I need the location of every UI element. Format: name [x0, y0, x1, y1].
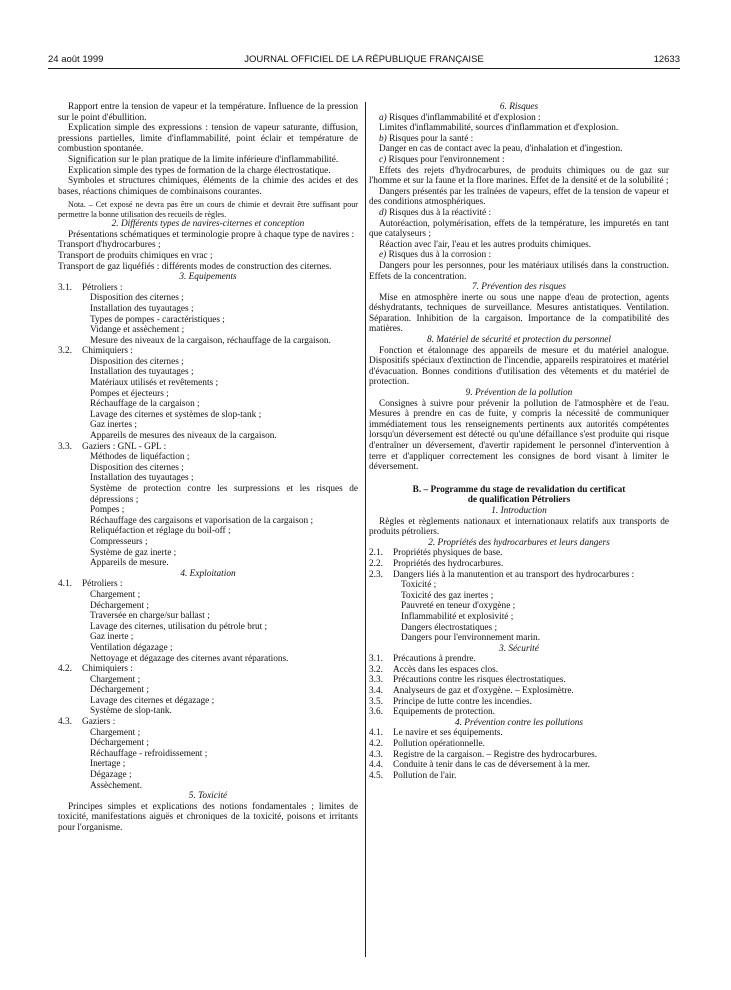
program-title-line-2: de qualification Pétroliers	[467, 495, 571, 506]
left-column	[58, 102, 358, 834]
list-item	[369, 760, 669, 771]
paragraph: Rapport entre la tension de vapeur et la température. Influence de la pression sur le point d'ébullition.	[58, 102, 358, 123]
list-item: Lavage des citernes, utilisation du pétrole brut ;	[90, 621, 268, 632]
subsection-label: Chimiquiers :	[82, 346, 133, 357]
list-item: Compresseurs ;	[90, 536, 148, 547]
header-date: 24 août 1999	[48, 54, 104, 65]
subsection	[58, 442, 358, 569]
paragraph: Danger en cas de contact avec la peau, d'inhalation et d'ingestion.	[379, 144, 623, 155]
item-text: Registre de la cargaison. – Registre des hydrocarbures.	[393, 749, 598, 760]
subsection	[58, 346, 358, 441]
risk-title: Risques dus à la réactivité :	[389, 207, 492, 218]
list-item: Lavage des citernes et systèmes de slop-tank ;	[90, 409, 262, 420]
list-item: Chargement ;	[90, 674, 141, 685]
risk-list	[369, 113, 669, 283]
header-rule	[48, 68, 680, 69]
subsection-number: 3.2.	[58, 346, 72, 357]
item-text: Equipements de protection.	[393, 707, 495, 718]
item-text: Précautions à prendre.	[393, 654, 476, 665]
list-item: Matériaux utilisés et revêtements ;	[90, 378, 219, 389]
list-item: Réchauffage des cargaisons et vaporisation de la cargaison ;	[90, 515, 314, 526]
item-number: 4.1.	[369, 728, 383, 739]
subsection-label: Gaziers : GNL - GPL :	[82, 441, 167, 452]
paragraph: Dangers pour les personnes, pour les matériaux utilisés dans la construction. Effets de la concentration.	[369, 260, 669, 282]
subsection-heading	[58, 283, 358, 294]
list-item: Ventilation dégazage ;	[90, 642, 173, 653]
item-text: Conduite à tenir dans le cas de déversement à la mer.	[393, 760, 590, 771]
paragraph: Symboles et structures chimiques, éléments de la chimie des acides et des bases, réactions chimiques de combinaisons courantes.	[58, 176, 358, 197]
list-item	[369, 654, 669, 665]
item-text: Pollution opérationnelle.	[393, 739, 485, 750]
paragraph: Consignes à suivre pour prévenir la pollution de l'atmosphère et de l'eau. Mesures à prendre en cas de fuite, y compris la nécessité de communiquer immédiatement tous les renseignements pertinents aux autorités compétentes lorsqu'un déversement est détecté ou qu'une défaillance s'est produite qui risque d'entraîner un déversement, d'avertir rapidement le personnel d'intervention à terre et d'appliquer correctement les consignes de bord visant à limiter le déversement.	[369, 398, 669, 473]
subsection-label: Chimiquiers :	[82, 664, 133, 675]
paragraph: Principes simples et explications des notions fondamentales ; limites de toxicité, manifestations aiguës et chroniques de la toxicité, poisons et irritants pour l'organisme.	[58, 801, 358, 833]
list-item: Appareils de mesures des niveaux de la cargaison.	[90, 431, 277, 442]
item-number: 3.3.	[369, 675, 383, 686]
list-item	[369, 559, 669, 570]
list-item: Pauvreté en teneur d'oxygène ;	[401, 601, 516, 612]
subsection-number: 4.2.	[58, 664, 72, 675]
list-item: Réchauffage de la cargaison ;	[90, 399, 200, 410]
risk-title: Risques pour la santé :	[389, 133, 474, 144]
item-text: Accès dans les espaces clos.	[393, 664, 499, 675]
subsection-heading	[58, 664, 358, 675]
list-item: Installation des tuyautages ;	[90, 473, 194, 484]
subsection-label: Pétroliers :	[82, 579, 123, 590]
list-item: Chargement ;	[90, 727, 141, 738]
subsection-heading	[58, 346, 358, 357]
list-item: Toxicité ;	[401, 580, 437, 591]
item-number: 3.4.	[369, 686, 383, 697]
list-item: Dangers pour l'environnement marin.	[401, 633, 541, 644]
list-item: Transport de produits chimiques en vrac ;	[58, 250, 213, 261]
subsection	[58, 717, 358, 791]
paragraph: Limites d'inflammabilité, sources d'inflammation et d'explosion.	[379, 123, 619, 134]
paragraph: Présentations schématiques et terminologie propre à chaque type de navires :	[68, 229, 355, 240]
item-number: 4.5.	[369, 770, 383, 781]
program-title: B. – Programme du stage de revalidation du certificat	[412, 484, 626, 495]
list-item	[369, 697, 669, 708]
numbered-list	[369, 654, 669, 718]
subsection-heading	[58, 717, 358, 728]
right-column	[369, 102, 669, 781]
page-header	[48, 54, 680, 68]
section-title: 2. Propriétés des hydrocarbures et leurs dangers	[428, 537, 610, 548]
subsection-number: 3.3.	[58, 441, 72, 452]
list-item	[369, 686, 669, 697]
section-title: 5. Toxicité	[188, 791, 228, 802]
list-item: Nettoyage et dégazage des citernes avant réparations.	[90, 653, 289, 664]
list-item: Installation des tuyautages ;	[90, 303, 194, 314]
list-item: Disposition des citernes ;	[90, 356, 184, 367]
section-title: 6. Risques	[499, 102, 539, 112]
paragraph: Effets des rejets d'hydrocarbures, de produits chimiques ou de gaz sur l'homme et sur la faune et la flore marines. Effet de la densité et de la solubilité ;	[369, 165, 669, 187]
list-item	[369, 665, 669, 676]
section-title: 4. Exploitation	[180, 568, 236, 579]
risk-heading	[369, 155, 669, 166]
list-item: Mesure des niveaux de la cargaison, réchauffage de la cargaison.	[90, 335, 331, 346]
list-item: Système de slop-tank.	[90, 706, 172, 717]
risk-title: Risques d'inflammabilité et d'explosion :	[389, 112, 541, 123]
list-item: Appareils de mesure.	[90, 558, 169, 569]
note: Nota. – Cet exposé ne devra pas être un cours de chimie et devrait être suffisant pour permettre la bonne utilisation des recueils de règles.	[58, 200, 358, 219]
risk-letter: d)	[379, 207, 387, 218]
list-item: Disposition des citernes ;	[90, 462, 184, 473]
risk-heading	[369, 208, 669, 219]
item-text: Principe de lutte contre les incendies.	[393, 696, 532, 707]
subsection-heading	[58, 442, 358, 453]
list-item: Dégazage ;	[90, 770, 132, 781]
subsection	[58, 579, 358, 664]
subsection-heading	[58, 579, 358, 590]
list-item: Transport d'hydrocarbures ;	[58, 240, 161, 251]
subsection	[58, 283, 358, 347]
list-item: Système de protection contre les surpressions et les risques de dépressions ;	[90, 484, 358, 505]
paragraph: Explication simple des expressions : tension de vapeur saturante, diffusion, pressions partielles, limite d'inflammabilité, point éclair et température de combustion spontanée.	[58, 123, 358, 155]
paragraph: Explication simple des types de formation de la charge électrostatique.	[68, 165, 331, 176]
list-item: Système de gaz inerte ;	[90, 547, 177, 558]
subsection-label: Pétroliers :	[82, 282, 123, 293]
section-title: 1. Introduction	[491, 505, 547, 516]
risk-heading	[369, 134, 669, 145]
risk-letter: a)	[379, 112, 387, 123]
list-item: Assèchement.	[90, 780, 142, 791]
paragraph: Dangers présentés par les traînées de vapeurs, effet de la tension de vapeur et des conditions atmosphériques.	[369, 186, 669, 208]
item-text: Dangers liés à la manutention et au transport des hydrocarbures :	[393, 569, 635, 580]
list-item: Vidange et assèchement ;	[90, 325, 185, 336]
list-item: Disposition des citernes ;	[90, 293, 184, 304]
list-item	[369, 675, 669, 686]
list-item: Gaz inertes ;	[90, 420, 137, 431]
item-text: Pollution de l'air.	[393, 770, 457, 781]
numbered-list	[369, 728, 669, 781]
item-number: 4.3.	[369, 749, 383, 760]
list-item: Lavage des citernes et dégazage ;	[90, 695, 215, 706]
list-item: Traversée en charge/sur ballast ;	[90, 611, 210, 622]
list-item: Toxicité des gaz inertes ;	[401, 590, 494, 601]
section-title: 3. Sécurité	[499, 643, 539, 654]
risk-letter: b)	[379, 133, 387, 144]
list-item: Types de pompes - caractéristiques ;	[90, 314, 225, 325]
item-text: Propriétés des hydrocarbures.	[393, 558, 504, 569]
paragraph: Signification sur le plan pratique de la limite inférieure d'inflammabilité.	[68, 154, 339, 165]
list-item: Inflammabilité et explosivité ;	[401, 611, 514, 622]
subsection-number: 4.3.	[58, 717, 72, 728]
item-number: 3.2.	[369, 664, 383, 675]
list-item: Déchargement ;	[90, 738, 149, 749]
sub-list	[369, 580, 669, 644]
list-item	[369, 771, 669, 782]
list-item: Méthodes de liquéfaction ;	[90, 452, 190, 463]
risk-letter: c)	[379, 154, 387, 165]
list-item	[369, 739, 669, 750]
list-item	[369, 548, 669, 559]
header-page-number: 12633	[653, 54, 680, 65]
risk-title: Risques dus à la corrosion :	[388, 250, 492, 261]
item-number: 4.2.	[369, 739, 383, 750]
section-title: 8. Matériel de sécurité et protection du personnel	[427, 335, 611, 346]
item-number: 2.3.	[369, 569, 383, 580]
list-item	[369, 570, 669, 581]
item-number: 4.4.	[369, 760, 383, 771]
paragraph: Mise en atmosphère inerte ou sous une nappe d'eau de protection, agents déshydratants, techniques de surveillance. Mesures antistatiques. Ventilation. Séparation. Inhibition de la cargaison. Importance de la compatibilité des matières.	[369, 292, 669, 335]
list-item: Déchargement ;	[90, 685, 149, 696]
column-divider	[365, 102, 366, 957]
item-text: Analyseurs de gaz et d'oxygène. – Explosimètre.	[393, 686, 574, 697]
section-title: 2. Différents types de navires-citernes et conception	[111, 219, 305, 230]
risk-heading	[369, 113, 669, 124]
paragraph: Fonction et étalonnage des appareils de mesure et du matériel analogue. Dispositifs spéciaux d'extinction de l'incendie, appareils respiratoires et matériel d'évacuation. Bonnes conditions d'utilisation des vêtements et du matériel de protection.	[369, 345, 669, 388]
item-text: Précautions contre les risques électrostatiques.	[393, 675, 566, 686]
subsection-number: 4.1.	[58, 579, 72, 590]
item-text: Le navire et ses équipements.	[393, 728, 503, 739]
list-item: Déchargement ;	[90, 600, 149, 611]
item-number: 3.1.	[369, 654, 383, 665]
list-item: Gaz inerte ;	[90, 632, 134, 643]
list-item: Pompes et éjecteurs ;	[90, 388, 169, 399]
section-title: 3. Equipements	[179, 272, 237, 283]
subsection	[58, 664, 358, 717]
section-title: 9. Prévention de la pollution	[465, 388, 573, 399]
list-item: Réchauffage - refroidissement ;	[90, 748, 208, 759]
item-text: Propriétés physiques de base.	[393, 548, 503, 559]
risk-title: Risques pour l'environnement :	[388, 154, 505, 165]
risk-heading	[369, 250, 669, 261]
item-number: 3.5.	[369, 696, 383, 707]
list-item: Transport de gaz liquéfiés : différents modes de construction des citernes.	[58, 261, 332, 272]
list-item: Installation des tuyautages ;	[90, 367, 194, 378]
subsection-label: Gaziers :	[82, 717, 116, 728]
paragraph: Réaction avec l'air, l'eau et les autres produits chimiques.	[379, 239, 592, 250]
paragraph: Autoréaction, polymérisation, effets de la température, les impuretés en tant que catalyseurs ;	[369, 218, 669, 240]
section-title: 7. Prévention des risques	[472, 282, 566, 293]
list-item: Inertage ;	[90, 759, 126, 770]
subsection-number: 3.1.	[58, 282, 72, 293]
section-title: 4. Prévention contre les pollutions	[455, 717, 583, 728]
list-item	[369, 728, 669, 739]
item-number: 2.1.	[369, 548, 383, 559]
item-number: 2.2.	[369, 558, 383, 569]
risk-letter: e)	[379, 250, 387, 261]
list-item	[369, 750, 669, 761]
header-journal-title: JOURNAL OFFICIEL DE LA RÉPUBLIQUE FRANÇAISE	[244, 54, 484, 65]
numbered-list	[369, 548, 669, 580]
paragraph: Règles et règlements nationaux et internationaux relatifs aux transports de produits pétroliers.	[369, 516, 669, 538]
item-number: 3.6.	[369, 707, 383, 718]
list-item: Reliquéfaction et réglage du boil-off ;	[90, 526, 231, 537]
list-item	[369, 707, 669, 718]
list-item: Pompes ;	[90, 505, 125, 516]
list-item: Chargement ;	[90, 589, 141, 600]
list-item: Dangers électrostatiques ;	[401, 622, 498, 633]
